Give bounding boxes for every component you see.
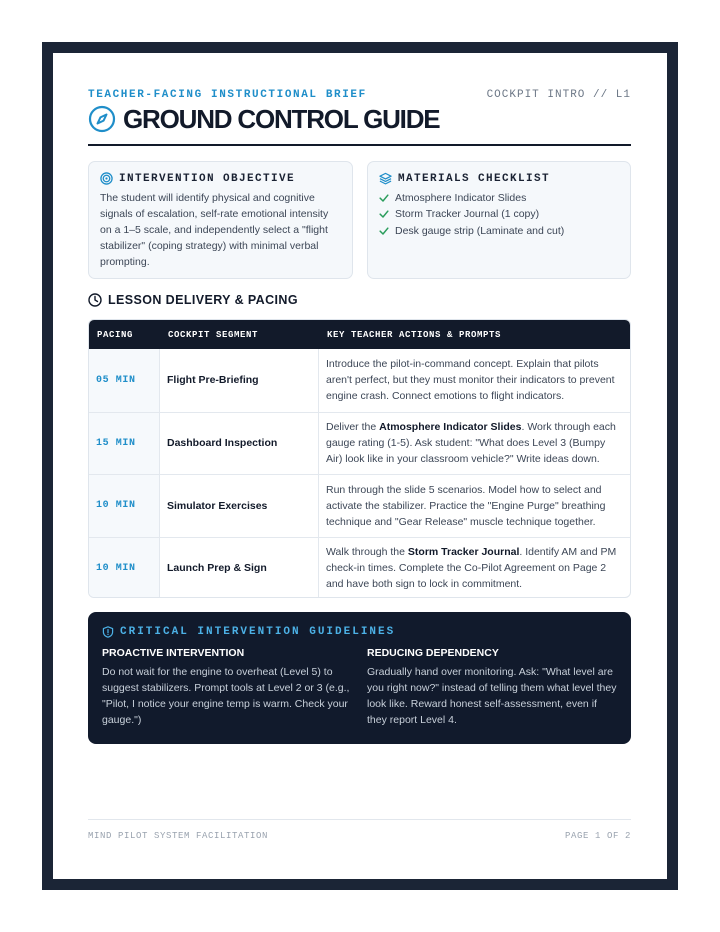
layers-icon [379,172,392,185]
actions-text-post: . Identify AM and PM check-in times. Complete the Co-Pilot Agreement on Page 2 and have both sign to lock in commitment. [326,546,617,591]
actions-text: Run through the slide 5 scenarios. Model how to select and activate the stabilizer. Practice the "Engine Purge" breathing technique and "Gear Release" muscle technique together. [326,483,606,528]
page-number: PAGE 1 OF 2 [564,831,631,841]
page-title: GROUND CONTROL GUIDE [123,103,440,134]
header-kicker: TEACHER-FACING INSTRUCTIONAL BRIEF [88,89,367,101]
segment-cell: Dashboard Inspection [160,413,319,475]
table-header [89,320,630,349]
title-divider [88,144,631,146]
actions-text: Deliver the [326,421,380,434]
proactive-text: Do not wait for the engine to overheat (Level 5) to suggest stabilizers. Prompt tools at Level 2 or 3 (e.g., "Pilot, I notice your engine temp is warm. Check your gauge.") [102,666,350,726]
guidelines-columns [102,647,617,728]
check-icon [379,226,389,236]
objective-text: The student will identify physical and cognitive signals of escalation, self-rate emotional intensity on a 1–5 scale, and independently select a "flight stabilizer" (coping strategy) with minimal verbal prompting. [100,192,329,268]
footer-divider [88,819,631,820]
lesson-heading-label: LESSON DELIVERY & PACING [108,293,298,307]
segment-cell: Simulator Exercises [160,475,319,537]
list-item [379,223,619,239]
actions-text: Walk through the [326,546,408,559]
dependency-title: REDUCING DEPENDENCY [367,647,499,659]
clock-icon [88,293,102,307]
lesson-section-heading [88,293,298,307]
materials-heading-label: MATERIALS CHECKLIST [398,172,551,185]
header-unit-label: COCKPIT INTRO // L1 [486,89,631,101]
actions-bold-text: Storm Tracker Journal [407,546,520,559]
objective-card [88,161,353,279]
material-item-label: Atmosphere Indicator Slides [395,192,527,204]
actions-text-post: . Work through each gauge rating (1-5). Ask student: "What does Level 3 (Bumpy Air) look like in your classroom vehicle?" Write ideas down. [326,421,616,466]
table-row [89,474,630,537]
pacing-cell: 05 MIN [89,349,160,412]
material-item-label: Desk gauge strip (Laminate and cut) [395,224,565,237]
title-row [88,103,439,135]
actions-cell [319,349,630,412]
footer-system-label: MIND PILOT SYSTEM FACILITATION [88,831,269,841]
actions-bold-text: Atmosphere Indicator Slides [379,421,522,434]
actions-text: Introduce the pilot-in-command concept. Explain that pilots aren't perfect, but they must monitor their indicators to prevent engine crash. Connect emotions to flight indicators. [326,358,615,403]
actions-cell [319,413,630,475]
pacing-cell: 10 MIN [89,475,160,537]
pacing-cell: 15 MIN [89,413,160,475]
proactive-column [102,647,352,728]
material-item-label: Storm Tracker Journal (1 copy) [395,208,540,221]
document-page [53,53,667,879]
guidelines-heading [102,626,617,638]
target-icon [100,172,113,185]
lesson-table [88,319,631,598]
column-header-segment: COCKPIT SEGMENT [168,329,259,340]
guidelines-panel [88,612,631,744]
pacing-cell: 10 MIN [89,538,160,599]
dependency-text: Gradually hand over monitoring. Ask: "What level are you right now?" instead of telling them what level they look like. Reward honest self-assessment, even if they report Level 4. [367,666,617,726]
check-icon [379,209,389,219]
materials-card [367,161,631,279]
materials-list [379,190,619,239]
segment-cell: Launch Prep & Sign [160,538,319,599]
segment-cell: Flight Pre-Briefing [160,349,319,412]
objective-heading [100,172,341,185]
table-row [89,537,630,599]
list-item [379,190,619,206]
shield-alert-icon [102,626,114,638]
objective-heading-label: INTERVENTION OBJECTIVE [119,172,296,185]
materials-heading [379,172,619,185]
compass-icon [88,105,116,133]
list-item [379,206,619,222]
table-row [89,349,630,412]
table-row [89,412,630,475]
actions-cell [319,538,630,599]
dependency-column [367,647,617,728]
check-icon [379,193,389,203]
column-header-pacing: PACING [97,329,134,340]
guidelines-heading-label: CRITICAL INTERVENTION GUIDELINES [120,626,396,638]
column-header-actions: KEY TEACHER ACTIONS & PROMPTS [327,329,502,340]
proactive-title: PROACTIVE INTERVENTION [102,647,245,659]
actions-cell [319,475,630,537]
